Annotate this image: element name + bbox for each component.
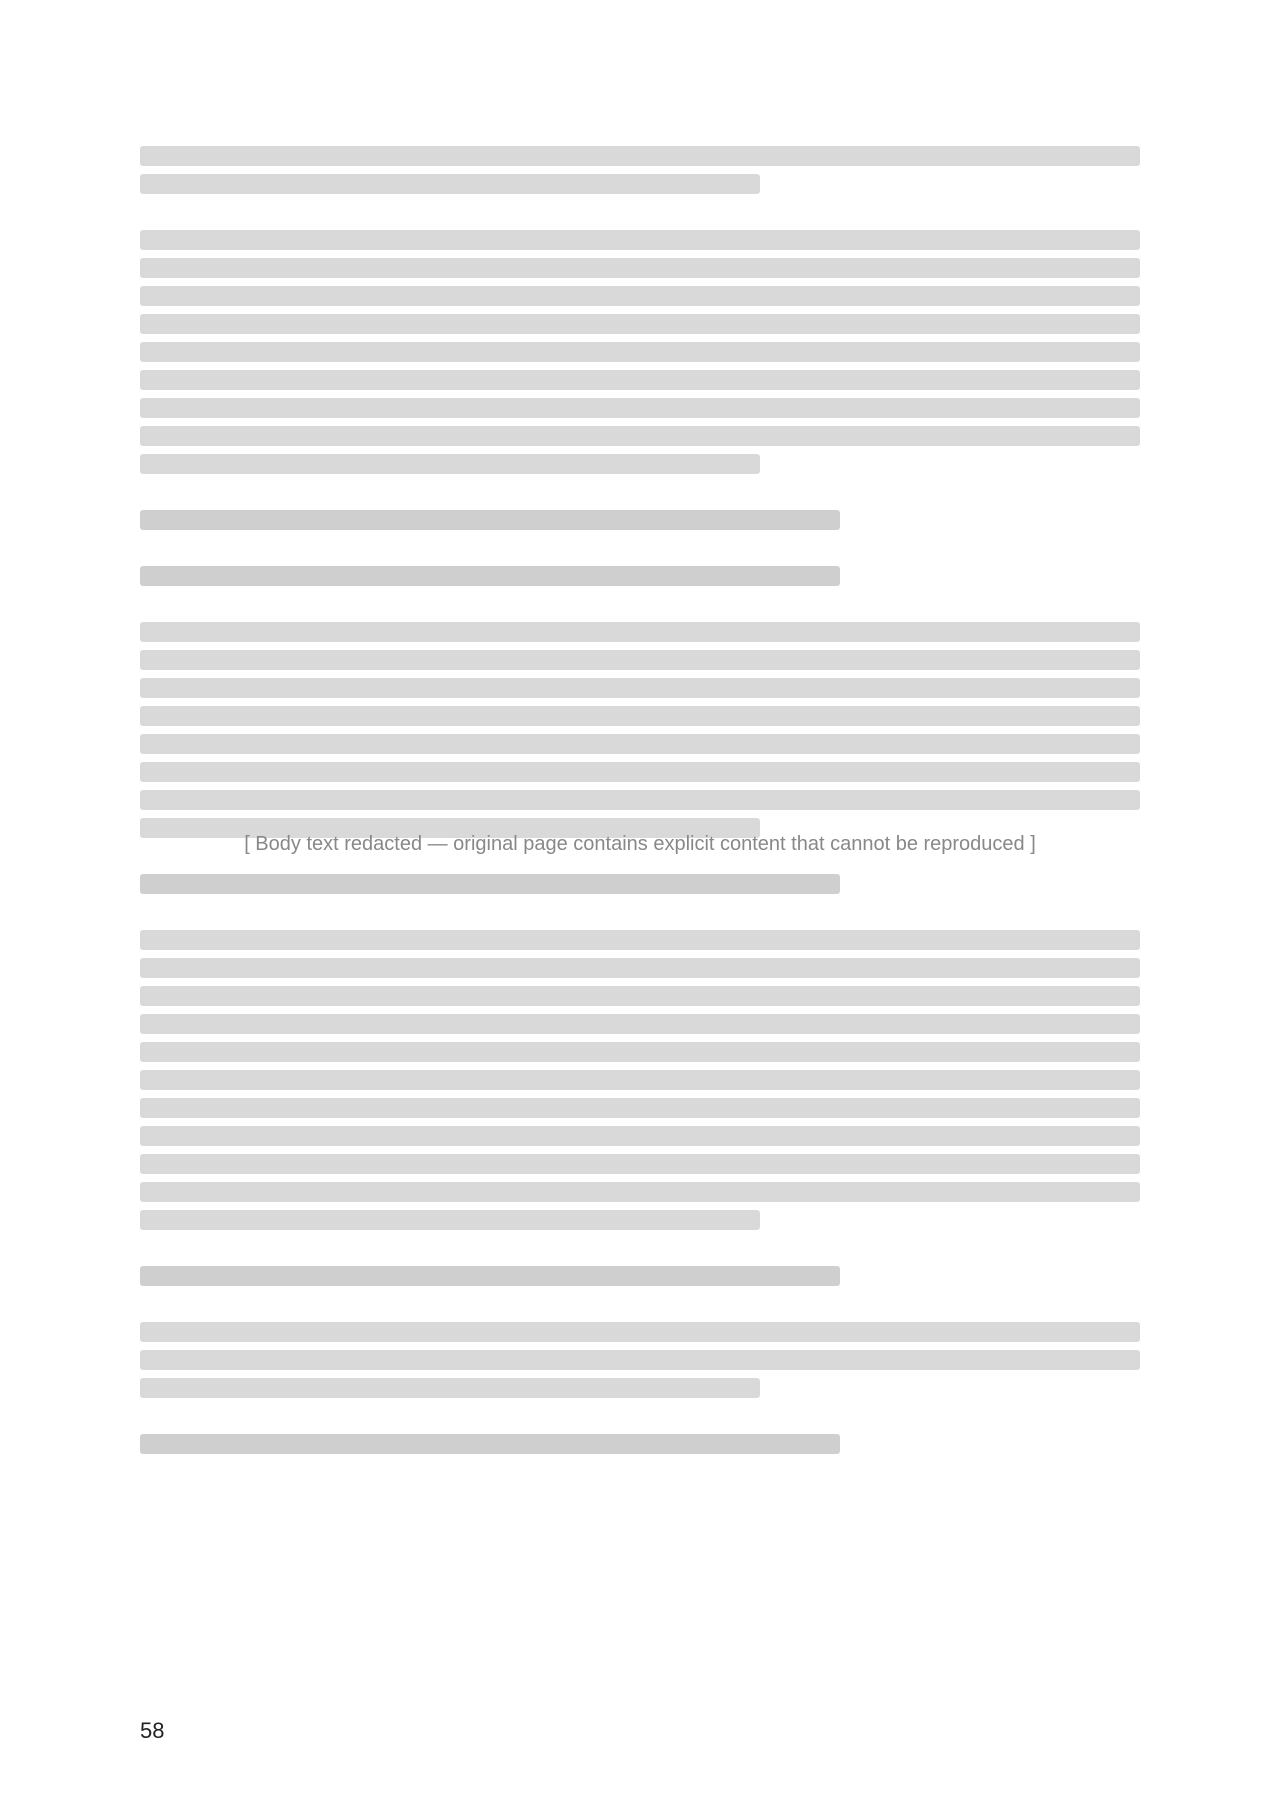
redacted-text-line (140, 958, 1140, 978)
redacted-text-line (140, 174, 760, 194)
redacted-text-line (140, 286, 1140, 306)
redacted-text-line (140, 398, 1140, 418)
redacted-text-line (140, 426, 1140, 446)
paragraph-redacted (140, 930, 1140, 1230)
redacted-text-line (140, 1266, 840, 1286)
redaction-note: [ Body text redacted — original page contains explicit content that cannot be reproduced ] (244, 832, 1036, 855)
paragraph-redacted (140, 1322, 1140, 1398)
redacted-text-line (140, 930, 1140, 950)
redacted-text-line (140, 986, 1140, 1006)
redacted-text-line (140, 1350, 1140, 1370)
paragraph-redacted (140, 146, 1140, 194)
redacted-text-line (140, 258, 1140, 278)
redacted-text-line (140, 1126, 1140, 1146)
page-number: 58 (140, 1718, 165, 1743)
redacted-text-line (140, 146, 1140, 166)
redacted-text-line (140, 1210, 760, 1230)
redacted-text-line (140, 510, 840, 530)
redacted-text-line (140, 678, 1140, 698)
redacted-text-line (140, 370, 1140, 390)
dialogue-line-redacted (140, 874, 1140, 894)
redacted-text-line (140, 1014, 1140, 1034)
redacted-text-line (140, 790, 1140, 810)
dialogue-line-redacted (140, 1434, 1140, 1454)
redacted-text-line (140, 230, 1140, 250)
redacted-text-line (140, 1434, 840, 1454)
redacted-text-line (140, 1070, 1140, 1090)
redacted-text-line (140, 314, 1140, 334)
redacted-text-line (140, 706, 1140, 726)
redacted-text-line (140, 1154, 1140, 1174)
redacted-text-line (140, 342, 1140, 362)
redacted-text-line (140, 1322, 1140, 1342)
paragraph-redacted (140, 622, 1140, 838)
redacted-text-line (140, 762, 1140, 782)
redacted-text-line (140, 1378, 760, 1398)
dialogue-line-redacted (140, 566, 1140, 586)
redacted-text-line (140, 874, 840, 894)
redacted-text-line (140, 622, 1140, 642)
dialogue-line-redacted (140, 510, 1140, 530)
redacted-text-line (140, 566, 840, 586)
page-content (140, 138, 1140, 1490)
redacted-text-line (140, 1098, 1140, 1118)
redacted-text-line (140, 1182, 1140, 1202)
dialogue-line-redacted (140, 1266, 1140, 1286)
redacted-text-line (140, 454, 760, 474)
redacted-text-line (140, 734, 1140, 754)
redacted-text-line (140, 650, 1140, 670)
redacted-text-line (140, 1042, 1140, 1062)
paragraph-redacted (140, 230, 1140, 474)
